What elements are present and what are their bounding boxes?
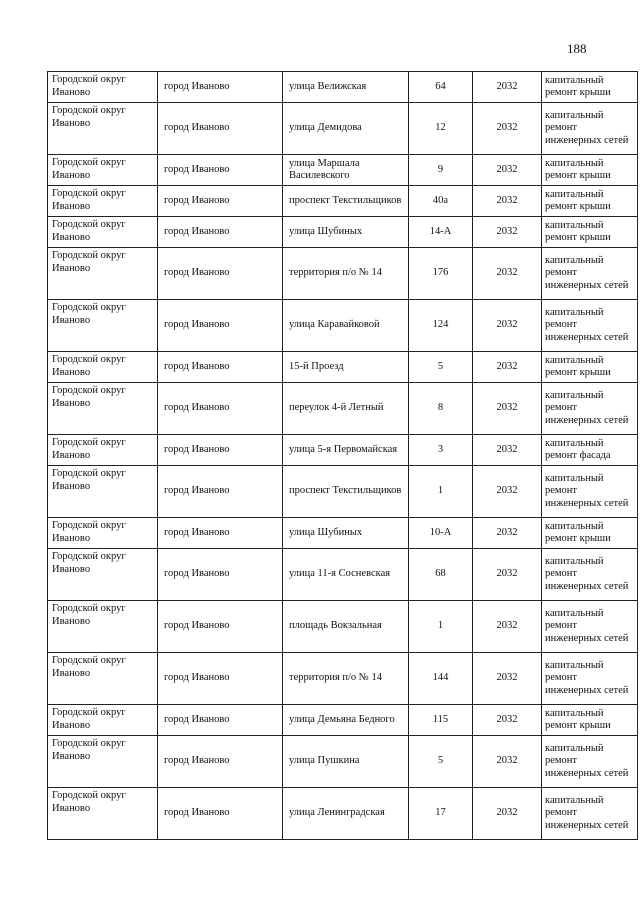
- year-cell: 2032: [473, 352, 542, 383]
- city-cell: город Иваново: [158, 736, 283, 788]
- table-row: [48, 383, 638, 435]
- table-row: [48, 72, 638, 103]
- district-cell: Городской округ Иваново: [48, 248, 158, 300]
- year-cell: 2032: [473, 705, 542, 736]
- year-cell: 2032: [473, 217, 542, 248]
- district-cell: Городской округ Иваново: [48, 653, 158, 705]
- city-cell: город Иваново: [158, 383, 283, 435]
- table-row: [48, 653, 638, 705]
- work-type-cell: капитальный ремонт крыши: [542, 186, 638, 217]
- city-cell: город Иваново: [158, 300, 283, 352]
- house-number-cell: 8: [409, 383, 473, 435]
- table-row: [48, 466, 638, 518]
- city-cell: город Иваново: [158, 788, 283, 840]
- street-cell: улица Демидова: [283, 103, 409, 155]
- city-cell: город Иваново: [158, 352, 283, 383]
- table-row: [48, 217, 638, 248]
- work-type-cell: капитальный ремонт крыши: [542, 705, 638, 736]
- district-cell: Городской округ Иваново: [48, 466, 158, 518]
- street-cell: переулок 4-й Летный: [283, 383, 409, 435]
- year-cell: 2032: [473, 155, 542, 186]
- table-row: [48, 352, 638, 383]
- year-cell: 2032: [473, 788, 542, 840]
- house-number-cell: 1: [409, 466, 473, 518]
- work-type-cell: капитальный ремонт инженерных сетей: [542, 248, 638, 300]
- year-cell: 2032: [473, 549, 542, 601]
- district-cell: Городской округ Иваново: [48, 300, 158, 352]
- house-number-cell: 14-А: [409, 217, 473, 248]
- year-cell: 2032: [473, 186, 542, 217]
- work-type-cell: капитальный ремонт крыши: [542, 217, 638, 248]
- table-row: [48, 705, 638, 736]
- year-cell: 2032: [473, 601, 542, 653]
- street-cell: проспект Текстильщиков: [283, 466, 409, 518]
- street-cell: улица Ленинградская: [283, 788, 409, 840]
- table-row: [48, 435, 638, 466]
- house-number-cell: 124: [409, 300, 473, 352]
- city-cell: город Иваново: [158, 705, 283, 736]
- year-cell: 2032: [473, 518, 542, 549]
- district-cell: Городской округ Иваново: [48, 601, 158, 653]
- work-type-cell: капитальный ремонт крыши: [542, 155, 638, 186]
- work-type-cell: капитальный ремонт крыши: [542, 352, 638, 383]
- house-number-cell: 64: [409, 72, 473, 103]
- house-number-cell: 176: [409, 248, 473, 300]
- table-row: [48, 788, 638, 840]
- house-number-cell: 5: [409, 736, 473, 788]
- year-cell: 2032: [473, 653, 542, 705]
- street-cell: улица 11-я Сосневская: [283, 549, 409, 601]
- district-cell: Городской округ Иваново: [48, 705, 158, 736]
- street-cell: улица Шубиных: [283, 518, 409, 549]
- city-cell: город Иваново: [158, 601, 283, 653]
- year-cell: 2032: [473, 435, 542, 466]
- house-number-cell: 9: [409, 155, 473, 186]
- work-type-cell: капитальный ремонт инженерных сетей: [542, 103, 638, 155]
- work-type-cell: капитальный ремонт фасада: [542, 435, 638, 466]
- work-type-cell: капитальный ремонт инженерных сетей: [542, 788, 638, 840]
- table-row: [48, 736, 638, 788]
- table-row: [48, 103, 638, 155]
- table-row: [48, 155, 638, 186]
- city-cell: город Иваново: [158, 549, 283, 601]
- house-number-cell: 1: [409, 601, 473, 653]
- house-number-cell: 40а: [409, 186, 473, 217]
- table-row: [48, 518, 638, 549]
- house-number-cell: 144: [409, 653, 473, 705]
- district-cell: Городской округ Иваново: [48, 217, 158, 248]
- house-number-cell: 5: [409, 352, 473, 383]
- street-cell: территория п/о № 14: [283, 653, 409, 705]
- year-cell: 2032: [473, 466, 542, 518]
- district-cell: Городской округ Иваново: [48, 518, 158, 549]
- house-number-cell: 68: [409, 549, 473, 601]
- house-number-cell: 17: [409, 788, 473, 840]
- district-cell: Городской округ Иваново: [48, 155, 158, 186]
- table-row: [48, 186, 638, 217]
- street-cell: проспект Текстильщиков: [283, 186, 409, 217]
- district-cell: Городской округ Иваново: [48, 352, 158, 383]
- street-cell: площадь Вокзальная: [283, 601, 409, 653]
- year-cell: 2032: [473, 383, 542, 435]
- work-type-cell: капитальный ремонт инженерных сетей: [542, 549, 638, 601]
- year-cell: 2032: [473, 736, 542, 788]
- district-cell: Городской округ Иваново: [48, 736, 158, 788]
- street-cell: улица Маршала Василевского: [283, 155, 409, 186]
- district-cell: Городской округ Иваново: [48, 186, 158, 217]
- table-row: [48, 248, 638, 300]
- year-cell: 2032: [473, 103, 542, 155]
- city-cell: город Иваново: [158, 72, 283, 103]
- table-row: [48, 549, 638, 601]
- city-cell: город Иваново: [158, 435, 283, 466]
- house-number-cell: 12: [409, 103, 473, 155]
- district-cell: Городской округ Иваново: [48, 72, 158, 103]
- street-cell: 15-й Проезд: [283, 352, 409, 383]
- district-cell: Городской округ Иваново: [48, 549, 158, 601]
- city-cell: город Иваново: [158, 186, 283, 217]
- page-number: 188: [567, 41, 587, 56]
- street-cell: улица Демьяна Бедного: [283, 705, 409, 736]
- city-cell: город Иваново: [158, 518, 283, 549]
- house-number-cell: 3: [409, 435, 473, 466]
- street-cell: улица Велижская: [283, 72, 409, 103]
- street-cell: улица 5-я Первомайская: [283, 435, 409, 466]
- work-type-cell: капитальный ремонт инженерных сетей: [542, 653, 638, 705]
- work-type-cell: капитальный ремонт крыши: [542, 518, 638, 549]
- work-type-cell: капитальный ремонт крыши: [542, 72, 638, 103]
- city-cell: город Иваново: [158, 466, 283, 518]
- street-cell: улица Шубиных: [283, 217, 409, 248]
- work-type-cell: капитальный ремонт инженерных сетей: [542, 466, 638, 518]
- work-type-cell: капитальный ремонт инженерных сетей: [542, 736, 638, 788]
- table-body: [48, 72, 638, 840]
- year-cell: 2032: [473, 300, 542, 352]
- city-cell: город Иваново: [158, 217, 283, 248]
- city-cell: город Иваново: [158, 155, 283, 186]
- year-cell: 2032: [473, 248, 542, 300]
- year-cell: 2032: [473, 72, 542, 103]
- work-type-cell: капитальный ремонт инженерных сетей: [542, 601, 638, 653]
- street-cell: улица Пушкина: [283, 736, 409, 788]
- city-cell: город Иваново: [158, 653, 283, 705]
- street-cell: улица Каравайковой: [283, 300, 409, 352]
- street-cell: территория п/о № 14: [283, 248, 409, 300]
- house-number-cell: 115: [409, 705, 473, 736]
- district-cell: Городской округ Иваново: [48, 383, 158, 435]
- repair-schedule-table: [47, 71, 638, 840]
- city-cell: город Иваново: [158, 248, 283, 300]
- house-number-cell: 10-А: [409, 518, 473, 549]
- work-type-cell: капитальный ремонт инженерных сетей: [542, 300, 638, 352]
- district-cell: Городской округ Иваново: [48, 435, 158, 466]
- table-row: [48, 601, 638, 653]
- city-cell: город Иваново: [158, 103, 283, 155]
- work-type-cell: капитальный ремонт инженерных сетей: [542, 383, 638, 435]
- table-row: [48, 300, 638, 352]
- district-cell: Городской округ Иваново: [48, 103, 158, 155]
- district-cell: Городской округ Иваново: [48, 788, 158, 840]
